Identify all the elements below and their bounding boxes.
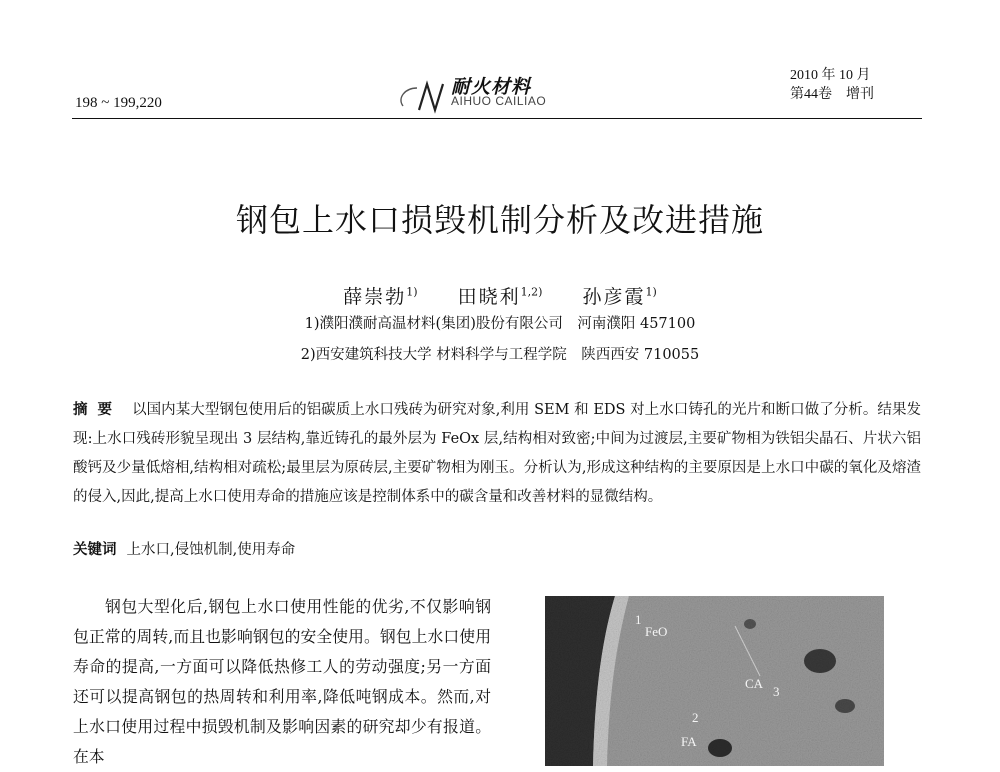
abstract-label: 摘要	[73, 402, 123, 418]
author-name: 孙彦霞	[582, 286, 646, 308]
journal-name-cn: 耐火材料	[451, 76, 532, 98]
sem-micrograph	[545, 596, 884, 766]
micrograph-label-layer-1: 1	[635, 612, 642, 627]
void	[744, 619, 756, 629]
void	[804, 649, 836, 673]
micrograph-label-layer-3: 3	[773, 684, 780, 699]
affiliation-2: 2)西安建筑科技大学 材料科学与工程学院 陕西西安 710055	[300, 347, 700, 363]
page-range: 198 ~ 199,220	[75, 95, 162, 111]
issue-volume: 第44卷 增刊	[790, 87, 874, 102]
author-list	[0, 282, 1000, 309]
affiliation-1: 1)濮阳濮耐高温材料(集团)股份有限公司 河南濮阳 457100	[304, 316, 696, 332]
micrograph-label-ca: CA	[745, 676, 764, 691]
author-affiliation-marker: 1)	[645, 285, 657, 299]
void	[835, 699, 855, 713]
author-3	[582, 286, 656, 308]
keywords-label: 关键词	[73, 542, 117, 558]
author-name: 薛崇勃	[343, 286, 407, 308]
abstract-text: 以国内某大型钢包使用后的铝碳质上水口残砖为研究对象,利用 SEM 和 EDS 对上水口铸孔的光片和断口做了分析。结果发现:上水口残砖形貌呈现出 3 层结构,靠近铸孔的最外层为 FeOx 层,结构相对致密;中间为过渡层,主要矿物相为铁铝尖晶石、片状六铝酸钙及少量低熔相,结构相对疏松;最里层为原砖层,主要矿物相为刚玉。分析认为,形成这种结构的主要原因是上水口中碳的氧化及熔渣的侵入,因此,提高上水口使用寿命的措施应该是控制体系中的碳含量和改善材料的显微结构。	[73, 402, 921, 505]
header-divider	[72, 118, 922, 119]
journal-logo	[395, 66, 565, 116]
issue-date: 2010 年 10 月	[790, 68, 871, 83]
author-2	[458, 286, 543, 308]
paper-title: 钢包上水口损毁机制分析及改进措施	[235, 201, 764, 239]
author-1	[343, 286, 417, 308]
keywords-text: 上水口,侵蚀机制,使用寿命	[126, 542, 296, 558]
author-name: 田晓利	[457, 286, 521, 308]
issue-info	[790, 66, 874, 104]
micrograph-label-fa: FA	[681, 734, 697, 749]
journal-name-en: AIHUO CAILIAO	[451, 94, 547, 108]
void	[708, 739, 732, 757]
body-paragraph: 钢包大型化后,钢包上水口使用性能的优劣,不仅影响钢包正常的周转,而且也影响钢包的安全使用。钢包上水口使用寿命的提高,一方面可以降低热修工人的劳动强度;另一方面还可以提高钢包的热周转和利用率,降低吨钢成本。然而,对上水口使用过程中损毁机制及影响因素的研究却少有报道。在本	[73, 597, 491, 766]
micrograph-label-feo: FeO	[645, 624, 668, 639]
abstract	[73, 396, 921, 512]
keywords	[73, 538, 295, 559]
journal-logo-mark-icon	[395, 76, 447, 116]
micrograph-image	[545, 596, 884, 766]
micrograph-label-layer-2: 2	[692, 710, 699, 725]
author-affiliation-marker: 1)	[406, 285, 418, 299]
author-affiliation-marker: 1,2)	[520, 285, 543, 299]
